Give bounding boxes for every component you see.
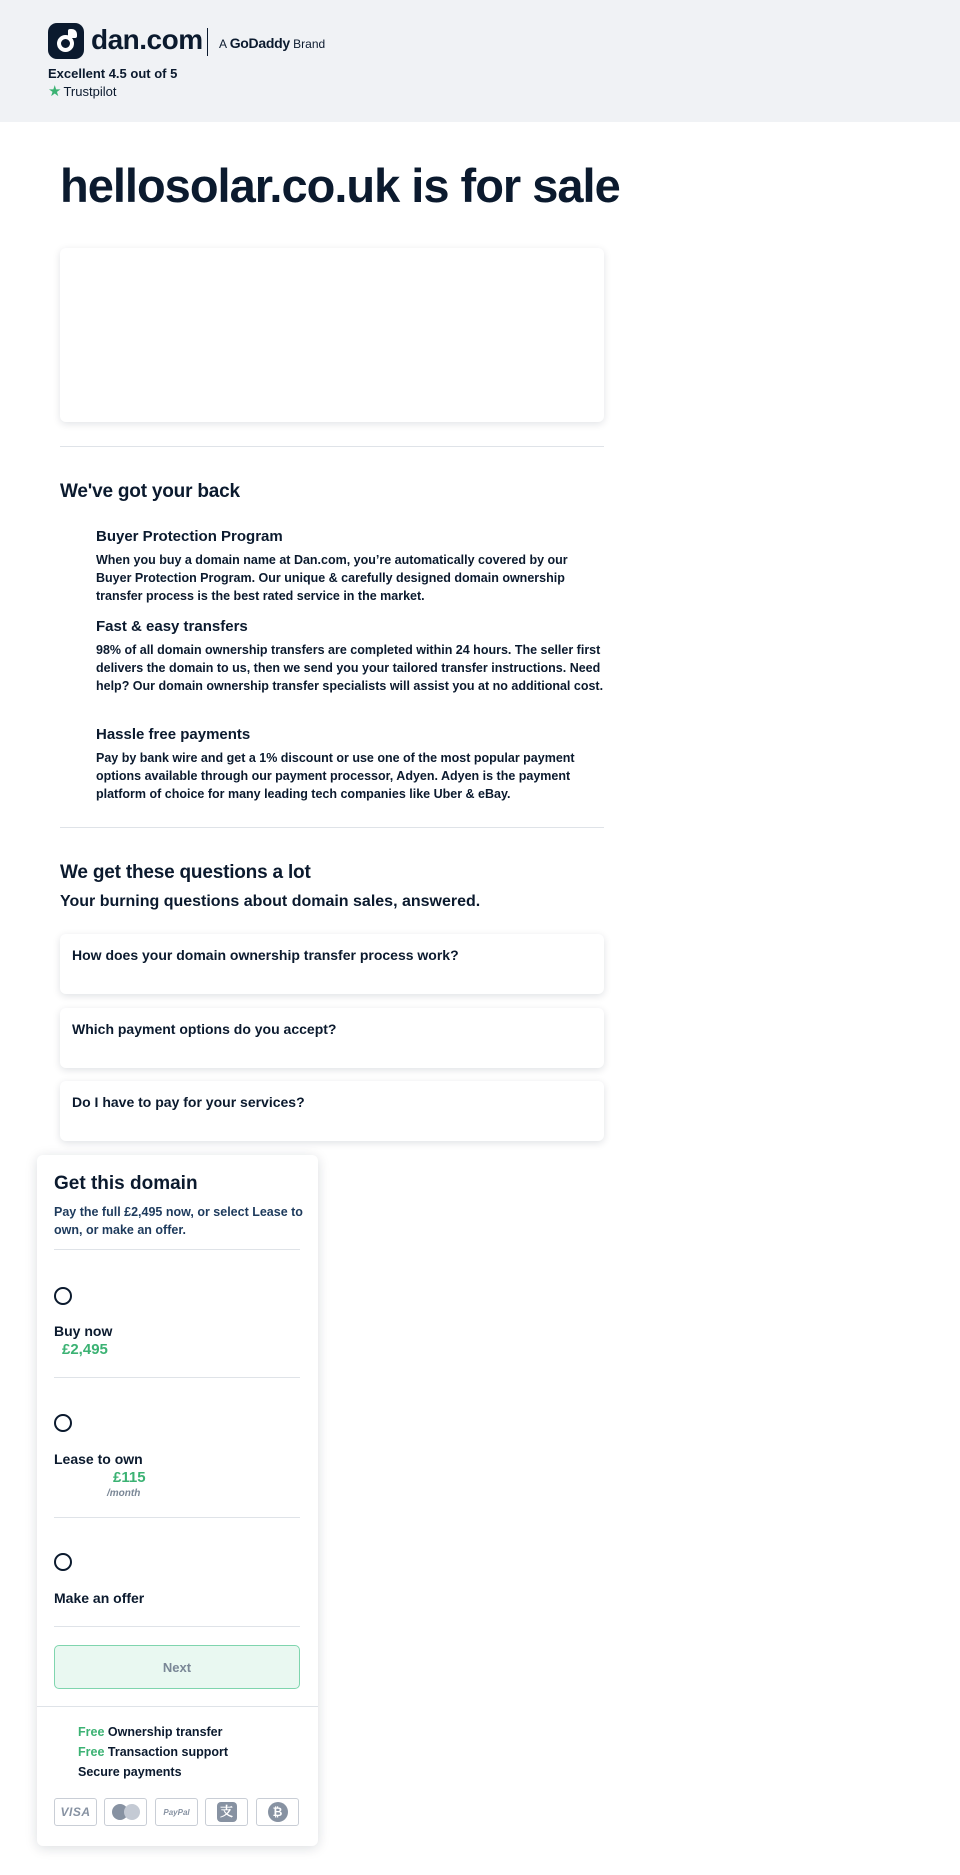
lease-to-own-label[interactable]: Lease to own: [54, 1451, 143, 1467]
faq-item[interactable]: [60, 1008, 604, 1068]
make-offer-label[interactable]: Make an offer: [54, 1590, 145, 1606]
lease-price: £115: [113, 1469, 146, 1486]
visa-icon: VISA: [54, 1798, 97, 1826]
feature-text: When you buy a domain name at Dan.com, you’re automatically covered by our Buyer Protection Program. Our unique & carefully designed domain ownership transfer process is the best rated service in the market.: [96, 553, 568, 603]
brand-separator: [207, 28, 208, 56]
next-button[interactable]: Next: [54, 1645, 300, 1689]
divider: [54, 1377, 300, 1378]
domain-media-card: [60, 248, 604, 422]
divider: [37, 1706, 318, 1707]
buy-now-price: £2,495: [62, 1341, 108, 1358]
section-title-back: We've got your back: [60, 481, 240, 502]
divider: [60, 827, 604, 828]
lease-to-own-radio[interactable]: [54, 1414, 72, 1432]
feature-buyer-protection: [96, 528, 606, 605]
faq-item[interactable]: [60, 1081, 604, 1141]
faq-subtitle: Your burning questions about domain sales, answered.: [60, 893, 481, 910]
perk-item: [78, 1725, 223, 1739]
perk-text: Transaction support: [107, 1745, 229, 1759]
buy-now-radio[interactable]: [54, 1287, 72, 1305]
paypal-icon: PayPal: [155, 1798, 198, 1826]
feature-hassle-free-payments: [96, 726, 606, 803]
faq-item[interactable]: [60, 934, 604, 994]
perk-item: [78, 1745, 228, 1759]
faq-question: How does your domain ownership transfer process work?: [72, 947, 459, 963]
perk-free-label: Free: [78, 1745, 105, 1759]
feature-text: Pay by bank wire and get a 1% discount or use one of the most popular payment options available through our payment processor, Adyen. Adyen is the payment platform of choice for many leading tech companies like Uber & eBay.: [96, 751, 575, 801]
purchase-subtitle: Pay the full £2,495 now, or select Lease to own, or make an offer.: [54, 1205, 303, 1237]
perk-free-label: Free: [78, 1725, 105, 1739]
purchase-box: [37, 1155, 318, 1846]
perk-item: [78, 1765, 182, 1779]
perk-text: Ownership transfer: [107, 1725, 223, 1739]
feature-fast-transfers: [96, 618, 606, 695]
trustpilot-label: Trustpilot: [63, 84, 117, 99]
brand-suffix: Brand: [293, 37, 326, 51]
feature-title: Buyer Protection Program: [96, 528, 283, 545]
page-title: hellosolar.co.uk is for sale: [60, 159, 620, 212]
dan-logo-icon[interactable]: [48, 23, 84, 59]
rating-text: Excellent 4.5 out of 5: [48, 66, 178, 81]
alipay-icon: 支: [205, 1798, 248, 1826]
make-offer-radio[interactable]: [54, 1553, 72, 1571]
godaddy-brand: [219, 35, 325, 51]
divider: [54, 1517, 300, 1518]
divider: [60, 446, 604, 447]
site-header: [0, 0, 960, 122]
trustpilot-badge[interactable]: [48, 82, 116, 100]
feature-text: 98% of all domain ownership transfers are completed within 24 hours. The seller first delivers the domain to us, then we send you your tailored transfer instructions. Need help? Our domain ownership transfer specialists will assist you at no additional cost.: [96, 643, 604, 693]
bitcoin-icon: ₿: [256, 1798, 299, 1826]
purchase-title: Get this domain: [54, 1173, 198, 1194]
feature-title: Fast & easy transfers: [96, 618, 248, 635]
perk-text: Secure payments: [78, 1765, 182, 1779]
faq-question: Which payment options do you accept?: [72, 1021, 337, 1037]
feature-title: Hassle free payments: [96, 726, 251, 743]
lease-period: /month: [107, 1488, 141, 1499]
logo-text[interactable]: dan.com: [91, 24, 203, 55]
trustpilot-star-icon: ★: [48, 83, 62, 100]
faq-question: Do I have to pay for your services?: [72, 1094, 305, 1110]
mastercard-icon: [104, 1798, 147, 1826]
brand-prefix: A: [219, 37, 227, 51]
divider: [54, 1626, 300, 1627]
section-title-faq: We get these questions a lot: [60, 862, 311, 883]
buy-now-label[interactable]: Buy now: [54, 1323, 113, 1339]
brand-name: GoDaddy: [229, 35, 290, 51]
divider: [54, 1249, 300, 1250]
